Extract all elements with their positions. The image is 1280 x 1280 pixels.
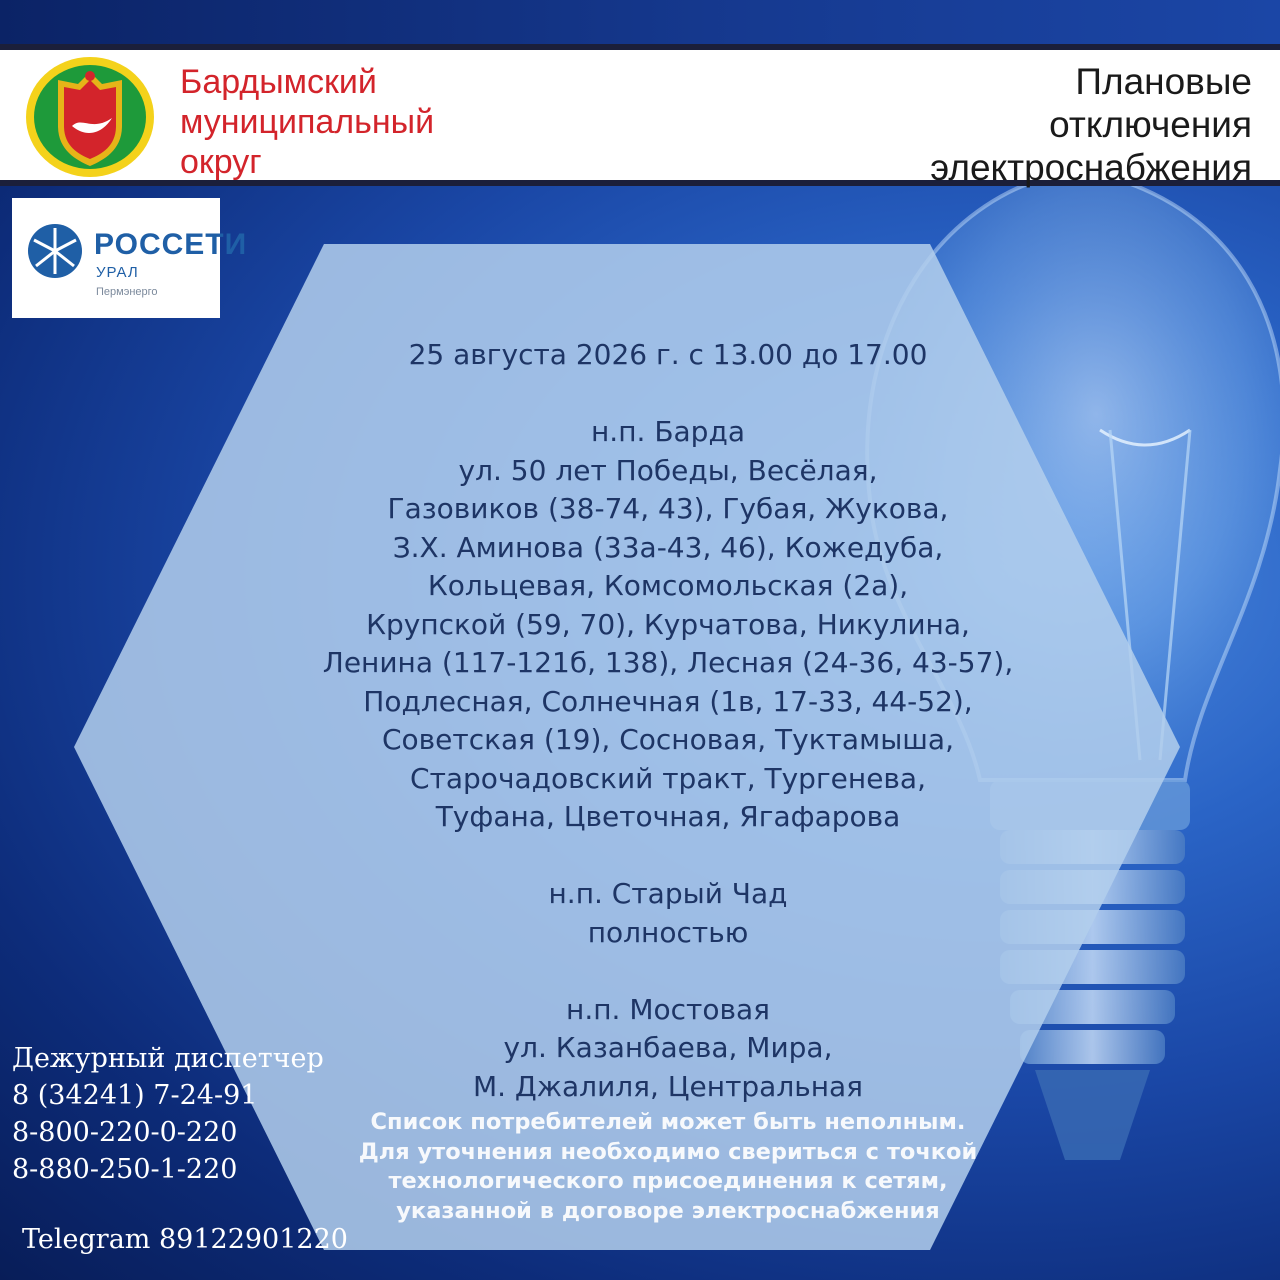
- page-title: [930, 60, 1252, 189]
- street-line: Ленина (117-121б, 138), Лесная (24-36, 43-57),: [322, 646, 1014, 679]
- disclaimer: [260, 1108, 1076, 1226]
- page-title-line: отключения: [1049, 104, 1252, 145]
- disclaimer-line: технологического присоединения к сетям,: [388, 1168, 948, 1194]
- rosseti-region: УРАЛ: [96, 264, 139, 281]
- street-line: Газовиков (38-74, 43), Губая, Жукова,: [387, 492, 949, 525]
- street-line: М. Джалиля, Центральная: [472, 1069, 864, 1103]
- rosseti-globe-logo: [26, 222, 84, 280]
- disclaimer-line: указанной в договоре электроснабжения: [396, 1197, 940, 1224]
- street-line: Крупской (59, 70), Курчатова, Никулина,: [366, 607, 970, 641]
- org-name-line: Бардымский: [180, 63, 377, 101]
- locality-name: н.п. Старый Чад: [548, 877, 788, 910]
- disclaimer-line: Список потребителей может быть неполным.: [370, 1109, 966, 1135]
- street-line: Кольцевая, Комсомольская (2а),: [427, 569, 909, 602]
- outage-date: 25 августа 2026 г. с 13.00 до 17.00: [408, 338, 928, 371]
- header-band: [0, 44, 1280, 186]
- dispatcher-contacts: [12, 1040, 372, 1188]
- page-title-line: Плановые: [1075, 61, 1252, 102]
- street-line: Подлесная, Солнечная (1в, 17-33, 44-52),: [363, 684, 973, 718]
- org-name-line: округ: [180, 143, 262, 181]
- locality-name: н.п. Барда: [591, 415, 745, 448]
- org-name-line: муниципальный: [180, 103, 435, 141]
- street-line: Старочадовский тракт, Тургенева,: [410, 761, 926, 795]
- phone-number: 8-880-250-1-220: [12, 1154, 238, 1185]
- dispatcher-label: Дежурный диспетчер: [12, 1043, 324, 1074]
- phone-number: 8 (34241) 7-24-91: [12, 1080, 258, 1111]
- street-line: Туфана, Цветочная, Ягафарова: [435, 800, 901, 833]
- rosseti-logo-card: [12, 198, 248, 318]
- street-line: полностью: [587, 915, 749, 949]
- street-line: ул. 50 лет Победы, Весёлая,: [458, 453, 878, 487]
- org-name: [180, 62, 540, 182]
- telegram-contact: Telegram 89122901220: [22, 1224, 348, 1255]
- locality-name: н.п. Мостовая: [566, 992, 770, 1026]
- disclaimer-line: Для уточнения необходимо свериться с точкой: [358, 1138, 978, 1165]
- rosseti-branch: Пермэнерго: [96, 286, 158, 298]
- street-line: Советская (19), Сосновая, Туктамыша,: [382, 723, 954, 756]
- street-line: ул. Казанбаева, Мира,: [503, 1031, 833, 1064]
- phone-number: 8-800-220-0-220: [12, 1117, 238, 1148]
- municipal-emblem: [22, 54, 158, 180]
- rosseti-name: РОССЕТИ: [94, 228, 248, 261]
- outage-notice: [260, 336, 1076, 1106]
- page-title-line: электроснабжения: [930, 147, 1252, 188]
- street-line: З.Х. Аминова (33а-43, 46), Кожедуба,: [392, 530, 944, 564]
